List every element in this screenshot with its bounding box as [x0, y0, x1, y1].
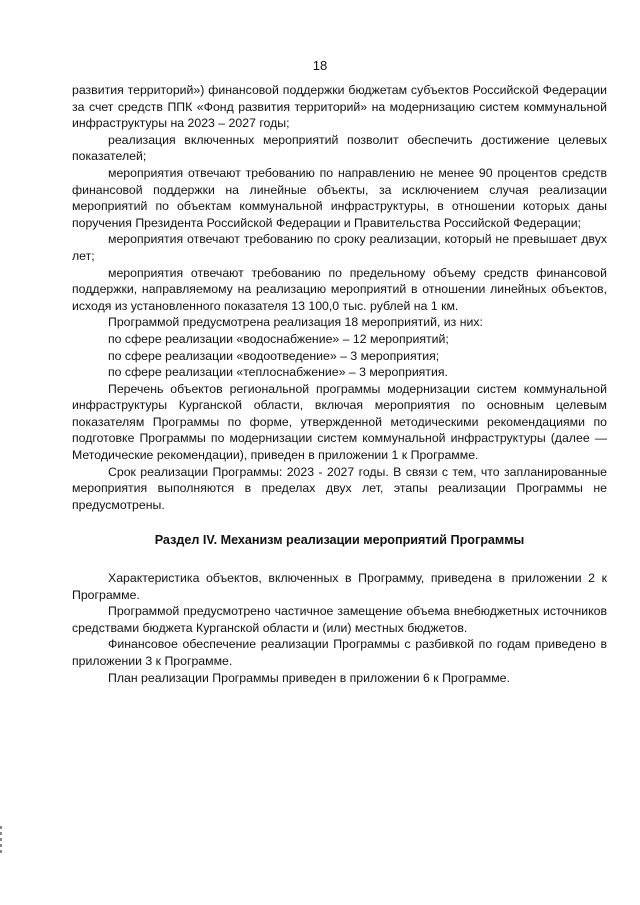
- paragraph: Программой предусмотрена реализация 18 мероприятий, из них:: [108, 315, 483, 330]
- top-paragraphs: [72, 82, 607, 513]
- page-number: 18: [312, 58, 328, 73]
- bottom-paragraphs: [72, 570, 607, 686]
- paragraph: Перечень объектов региональной программы модернизации систем коммунальной инфраструктуры Курганской области, включая мероприятия по основным целевым показателям Программы по форме, утвержденной методическими рекомендациями по подготовке Программы по модернизации систем коммунальной инфраструктуры (далее — Методические рекомендации), приведен в приложении 1 к Программе.: [72, 381, 607, 463]
- section-heading: Раздел IV. Механизм реализации мероприятий Программы: [154, 533, 525, 548]
- paragraph: развития территорий») финансовой поддержки бюджетам субъектов Российской Федерации за счет средств ППК «Фонд развития территорий» на модернизацию систем коммунальной инфраструктуры на 2023 – 2027 годы;: [72, 83, 607, 131]
- list-item: по сфере реализации «водоснабжение» – 12 мероприятий;: [108, 331, 449, 346]
- paragraph: Финансовое обеспечение реализации Программы с разбивкой по годам приведено в приложении 3 к Программе.: [72, 637, 607, 668]
- scan-edge-mark: [0, 826, 2, 856]
- list-item: по сфере реализации «водоотведение» – 3 мероприятия;: [108, 348, 440, 363]
- document-body: [72, 82, 607, 686]
- paragraph: мероприятия отвечают требованию по сроку реализации, который не превышает двух лет;: [72, 232, 607, 263]
- paragraph: Срок реализации Программы: 2023 - 2027 годы. В связи с тем, что запланированные мероприятия выполняются в пределах двух лет, этапы реализации Программы не предусмотрены.: [72, 464, 607, 512]
- paragraph: Программой предусмотрено частичное замещение объема внебюджетных источников средствами бюджета Курганской области и (или) местных бюджетов.: [72, 604, 607, 635]
- paragraph: мероприятия отвечают требованию по предельному объему средств финансовой поддержки, направляемому на реализацию мероприятий в отношении линейных объектов, исходя из установленного показателя 13 100,0 тыс. рублей на 1 км.: [72, 265, 607, 313]
- paragraph: реализация включенных мероприятий позволит обеспечить достижение целевых показателей;: [72, 132, 607, 164]
- paragraph: мероприятия отвечают требованию по направлению не менее 90 процентов средств финансовой поддержки на линейные объекты, за исключением случая реализации мероприятий по объектам коммунальной инфраструктуры, в отношении которых даны поручения Президента Российской Федерации и Правительства Российской Федерации;: [72, 165, 607, 230]
- paragraph: Характеристика объектов, включенных в Программу, приведена в приложении 2 к Программе.: [72, 571, 607, 602]
- list-item: по сфере реализации «теплоснабжение» – 3 мероприятия.: [108, 365, 448, 380]
- paragraph: План реализации Программы приведен в приложении 6 к Программе.: [108, 670, 510, 685]
